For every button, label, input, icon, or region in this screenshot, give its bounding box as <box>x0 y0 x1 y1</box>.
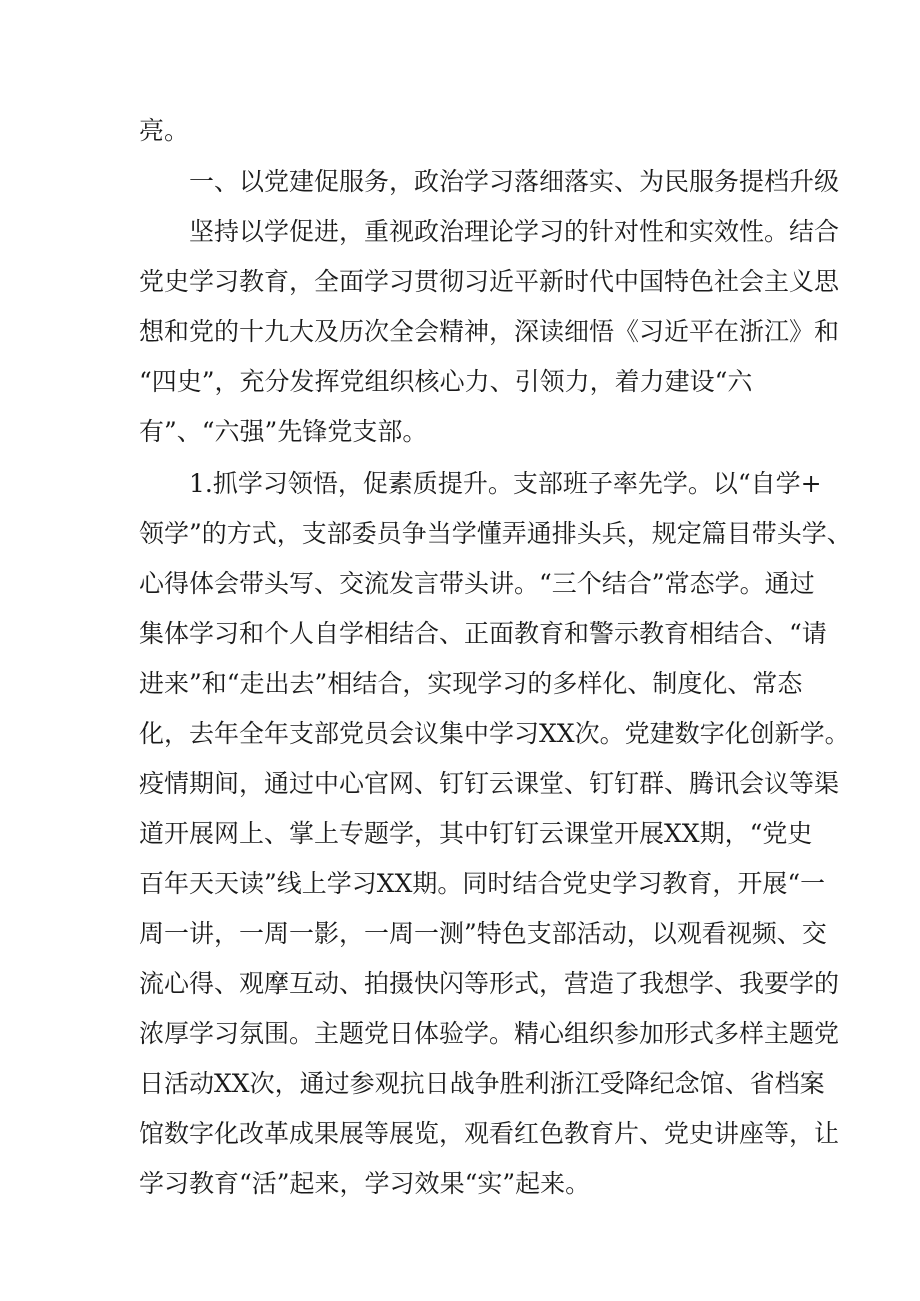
text-line: 集体学习和个人自学相结合、正面教育和警示教育相结合、“请 <box>139 619 827 648</box>
text-line: 学习教育“活”起来，学习效果“实”起来。 <box>139 1169 591 1198</box>
text-line: “四史”，充分发挥党组织核心力、引领力，着力建设“六 <box>139 367 753 396</box>
text-line: 心得体会带头写、交流发言带头讲。“三个结合”常态学。通过 <box>139 569 815 598</box>
text-line: 疫情期间，通过中心官网、钉钉云课堂、钉钉群、腾讯会议等渠 <box>139 769 840 798</box>
text-line: 想和党的十九大及历次全会精神，深读细悟《习近平在浙江》和 <box>139 317 840 346</box>
text-line: 有”、“六强”先锋党支部。 <box>139 417 428 446</box>
text-line: 1.抓学习领悟，促素质提升。支部班子率先学。以“自学+ <box>189 469 822 498</box>
text-line: 浓厚学习氛围。主题党日体验学。精心组织参加形式多样主题党 <box>139 1019 840 1048</box>
section-heading: 一、以党建促服务，政治学习落细落实、为民服务提档升级 <box>189 167 840 196</box>
text-line: 进来”和“走出去”相结合，实现学习的多样化、制度化、常态 <box>139 669 803 698</box>
text-line: 党史学习教育，全面学习贯彻习近平新时代中国特色社会主义思 <box>139 267 840 296</box>
text-line: 周一讲，一周一影，一周一测”特色支部活动，以观看视频、交 <box>139 919 827 948</box>
text-line: 百年天天读”线上学习XX期。同时结合党史学习教育，开展“一 <box>139 869 826 898</box>
text-line: 领学”的方式，支部委员争当学懂弄通排头兵，规定篇目带头学、 <box>139 519 852 548</box>
text-line: 馆数字化改革成果展等展览，观看红色教育片、党史讲座等，让 <box>139 1119 840 1148</box>
text-line: 道开展网上、掌上专题学，其中钉钉云课堂开展XX期，“党史 <box>139 819 813 848</box>
text-line: 亮。 <box>139 116 190 145</box>
text-line: 流心得、观摩互动、拍摄快闪等形式，营造了我想学、我要学的 <box>139 969 840 998</box>
text-line: 坚持以学促进，重视政治理论学习的针对性和实效性。结合 <box>189 217 840 246</box>
text-line: 化，去年全年支部党员会议集中学习XX次。党建数字化创新学。 <box>139 719 850 748</box>
text-line: 日活动XX次，通过参观抗日战争胜利浙江受降纪念馆、省档案 <box>139 1069 825 1098</box>
